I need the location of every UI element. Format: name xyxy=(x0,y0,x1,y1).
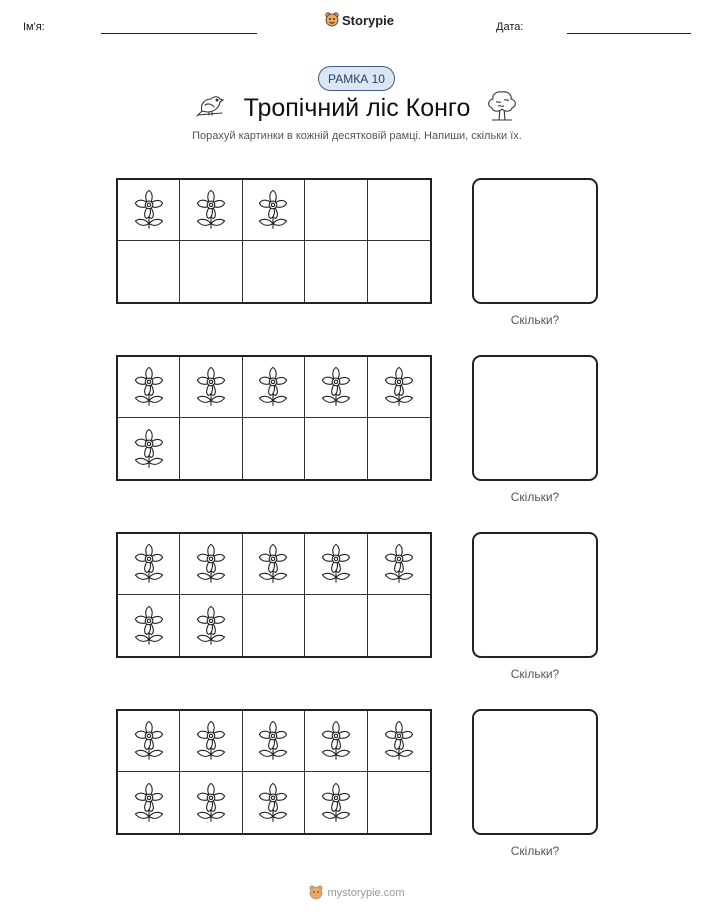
page-title: Тропічний ліс Конго xyxy=(243,94,471,122)
name-line[interactable] xyxy=(101,33,257,34)
question-label-4: Скільки? xyxy=(510,844,560,858)
ten-frame-cell xyxy=(118,534,180,595)
ten-frame-cell xyxy=(180,772,242,833)
ten-frame-cell xyxy=(368,595,430,656)
ten-frame-cell xyxy=(118,418,180,479)
ten-frame-cell xyxy=(243,772,305,833)
ten-frame-cell xyxy=(305,418,367,479)
question-label-1: Скільки? xyxy=(510,313,560,327)
ten-frame-cell xyxy=(368,357,430,418)
ten-frame-cell xyxy=(180,595,242,656)
brand xyxy=(325,12,394,28)
answer-box-3[interactable] xyxy=(472,532,598,658)
flower-icon xyxy=(256,542,290,586)
footer-url: mystorypie.com xyxy=(327,887,405,899)
question-label-3: Скільки? xyxy=(510,667,560,681)
date-line[interactable] xyxy=(567,33,691,34)
flower-icon xyxy=(132,719,166,763)
ten-frame-cell xyxy=(368,772,430,833)
tree-icon xyxy=(484,88,520,122)
date-label: Дата: xyxy=(496,21,524,33)
flower-icon xyxy=(319,542,353,586)
name-label: Ім'я: xyxy=(23,21,45,33)
frame-badge: РАМКА 10 xyxy=(318,66,395,91)
question-label-2: Скільки? xyxy=(510,490,560,504)
answer-box-2[interactable] xyxy=(472,355,598,481)
ten-frame-cell xyxy=(243,241,305,302)
ten-frame-cell xyxy=(180,357,242,418)
ten-frame-cell xyxy=(305,711,367,772)
flower-icon xyxy=(194,542,228,586)
flower-icon xyxy=(132,781,166,825)
ten-frame-cell xyxy=(243,357,305,418)
ten-frame-cell xyxy=(305,595,367,656)
ten-frame-cell xyxy=(180,241,242,302)
ten-frame-cell xyxy=(180,180,242,241)
ten-frame-cell xyxy=(368,241,430,302)
footer xyxy=(0,885,714,901)
flower-icon xyxy=(382,719,416,763)
ten-frame-cell xyxy=(180,534,242,595)
ten-frame-cell xyxy=(305,534,367,595)
answer-box-4[interactable] xyxy=(472,709,598,835)
flower-icon xyxy=(256,719,290,763)
ten-frame-cell xyxy=(305,241,367,302)
ten-frame-cell xyxy=(118,595,180,656)
flower-icon xyxy=(319,719,353,763)
flower-icon xyxy=(132,188,166,232)
ten-frame-cell xyxy=(305,772,367,833)
ten-frame-cell xyxy=(243,180,305,241)
flower-icon xyxy=(319,365,353,409)
flower-icon xyxy=(194,781,228,825)
flower-icon xyxy=(194,719,228,763)
instructions: Порахуй картинки в кожній десятковій рамці. Напиши, скільки їх. xyxy=(192,130,522,142)
ten-frame-cell xyxy=(368,418,430,479)
ten-frame-3 xyxy=(116,532,432,658)
ten-frame-cell xyxy=(118,180,180,241)
brand-name: Storypie xyxy=(342,12,395,28)
ten-frame-cell xyxy=(243,418,305,479)
answer-box-1[interactable] xyxy=(472,178,598,304)
ten-frame-cell xyxy=(305,180,367,241)
flower-icon xyxy=(194,365,228,409)
ten-frame-cell xyxy=(118,241,180,302)
ten-frame-1 xyxy=(116,178,432,304)
flower-icon xyxy=(382,365,416,409)
storypie-logo-icon xyxy=(309,885,323,901)
ten-frame-cell xyxy=(118,357,180,418)
flower-icon xyxy=(256,188,290,232)
ten-frame-cell xyxy=(243,595,305,656)
flower-icon xyxy=(132,604,166,648)
ten-frame-cell xyxy=(305,357,367,418)
flower-icon xyxy=(194,188,228,232)
ten-frame-cell xyxy=(180,711,242,772)
ten-frame-cell xyxy=(368,180,430,241)
ten-frame-cell xyxy=(368,711,430,772)
ten-frame-cell xyxy=(180,418,242,479)
flower-icon xyxy=(256,781,290,825)
flower-icon xyxy=(132,427,166,471)
ten-frame-2 xyxy=(116,355,432,481)
ten-frame-cell xyxy=(118,711,180,772)
flower-icon xyxy=(132,542,166,586)
ten-frame-4 xyxy=(116,709,432,835)
flower-icon xyxy=(132,365,166,409)
flower-icon xyxy=(382,542,416,586)
ten-frame-cell xyxy=(243,711,305,772)
flower-icon xyxy=(256,365,290,409)
flower-icon xyxy=(319,781,353,825)
flower-icon xyxy=(194,604,228,648)
ten-frame-cell xyxy=(368,534,430,595)
ten-frame-cell xyxy=(243,534,305,595)
ten-frame-cell xyxy=(118,772,180,833)
storypie-logo-icon xyxy=(325,12,339,28)
